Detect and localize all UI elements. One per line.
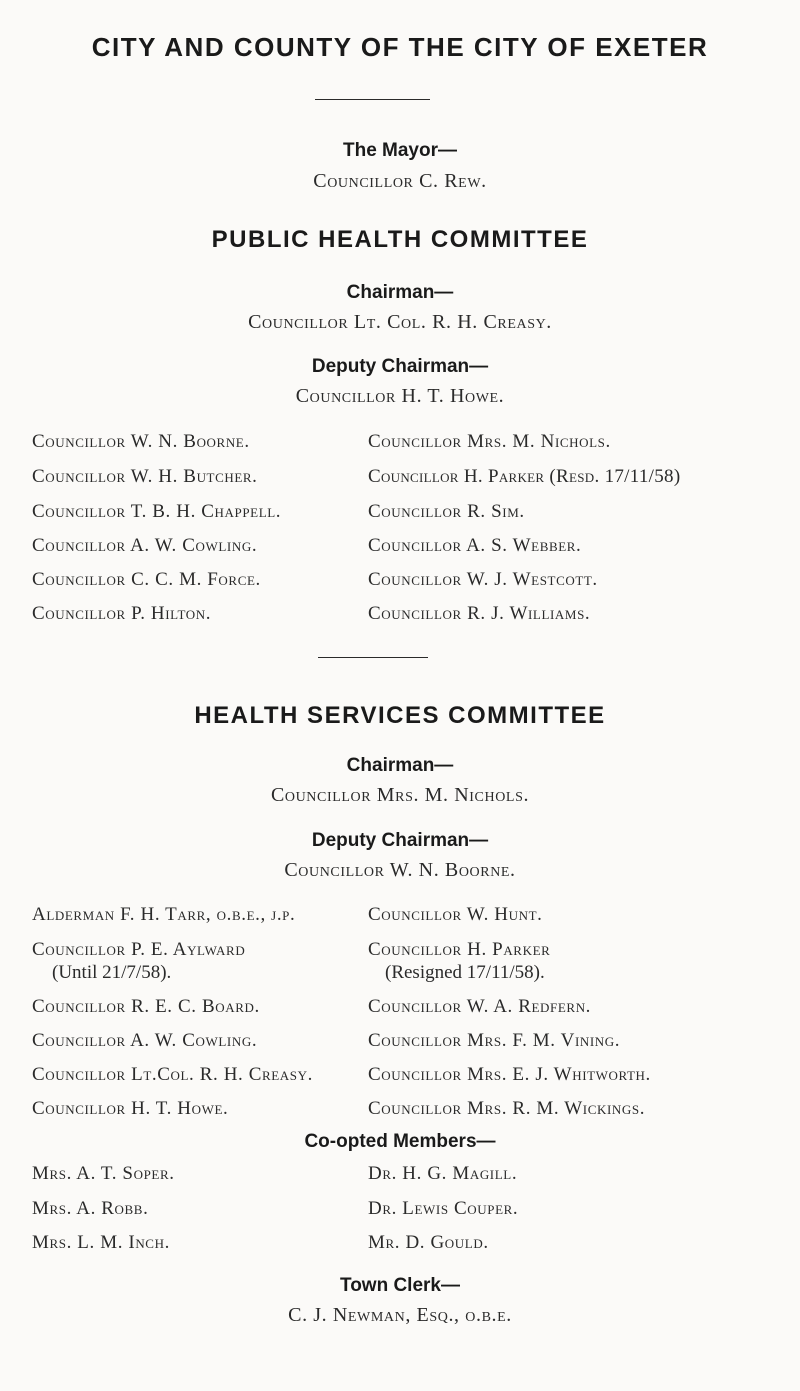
ph-chairman-name: Councillor Lt. Col. R. H. Creasy.	[248, 311, 552, 333]
coopted-member: Mrs. L. M. Inch.	[32, 1232, 170, 1253]
member-item: Councillor Mrs. R. M. Wickings.	[368, 1098, 646, 1119]
coopted-member: Mr. D. Gould.	[368, 1232, 489, 1253]
divider-top	[315, 99, 430, 100]
health-services-committee-title: HEALTH SERVICES COMMITTEE	[194, 702, 606, 729]
member-item: Councillor P. E. Aylward	[32, 939, 246, 960]
ph-chairman-label: Chairman—	[346, 282, 454, 303]
member-item: Councillor Mrs. E. J. Whitworth.	[368, 1064, 651, 1085]
coopted-member: Mrs. A. T. Soper.	[32, 1163, 175, 1184]
member-item: Councillor W. A. Redfern.	[368, 996, 592, 1017]
town-clerk-name: C. J. Newman, Esq., o.b.e.	[288, 1304, 512, 1326]
coopted-label: Co-opted Members—	[304, 1131, 496, 1152]
member-item: Councillor W. J. Westcott.	[368, 569, 598, 590]
member-item: Councillor T. B. H. Chappell.	[32, 501, 282, 522]
hs-chairman-label: Chairman—	[346, 755, 454, 776]
member-item: Councillor A. W. Cowling.	[32, 535, 258, 556]
member-item: Councillor W. N. Boorne.	[32, 431, 250, 452]
public-health-committee-title: PUBLIC HEALTH COMMITTEE	[211, 226, 589, 253]
hs-deputy-label: Deputy Chairman—	[311, 830, 489, 851]
mayor-name: Councillor C. Rew.	[313, 170, 487, 192]
hs-deputy-name: Councillor W. N. Boorne.	[284, 859, 516, 881]
member-item: Councillor Mrs. M. Nichols.	[368, 431, 611, 452]
member-item: Councillor C. C. M. Force.	[32, 569, 261, 590]
member-item: Councillor Lt.Col. R. H. Creasy.	[32, 1064, 313, 1085]
member-item: Councillor W. H. Butcher.	[32, 466, 258, 487]
member-item: Alderman F. H. Tarr, o.b.e., j.p.	[32, 904, 296, 925]
member-item: Councillor Mrs. F. M. Vining.	[368, 1030, 621, 1051]
member-item: Councillor H. Parker	[368, 939, 551, 960]
member-item: Councillor R. J. Williams.	[368, 603, 591, 624]
mayor-label: The Mayor—	[342, 140, 458, 161]
coopted-member: Dr. Lewis Couper.	[368, 1198, 519, 1219]
member-item: Councillor A. S. Webber.	[368, 535, 582, 556]
member-item: Councillor R. Sim.	[368, 501, 525, 522]
hs-chairman-name: Councillor Mrs. M. Nichols.	[270, 784, 530, 806]
member-item: Councillor H. Parker (Resd. 17/11/58)	[368, 466, 681, 487]
member-item: Councillor W. Hunt.	[368, 904, 543, 925]
member-item: Councillor A. W. Cowling.	[32, 1030, 258, 1051]
member-note: (Resigned 17/11/58).	[385, 962, 545, 983]
coopted-member: Mrs. A. Robb.	[32, 1198, 149, 1219]
member-item: Councillor R. E. C. Board.	[32, 996, 260, 1017]
ph-deputy-label: Deputy Chairman—	[311, 356, 489, 377]
town-clerk-label: Town Clerk—	[340, 1275, 460, 1296]
member-item: Councillor P. Hilton.	[32, 603, 212, 624]
ph-deputy-name: Councillor H. T. Howe.	[295, 385, 505, 407]
coopted-member: Dr. H. G. Magill.	[368, 1163, 518, 1184]
member-note: (Until 21/7/58).	[52, 962, 172, 983]
member-item: Councillor H. T. Howe.	[32, 1098, 229, 1119]
page-title: CITY AND COUNTY OF THE CITY OF EXETER	[91, 32, 709, 62]
divider-middle	[318, 657, 428, 658]
